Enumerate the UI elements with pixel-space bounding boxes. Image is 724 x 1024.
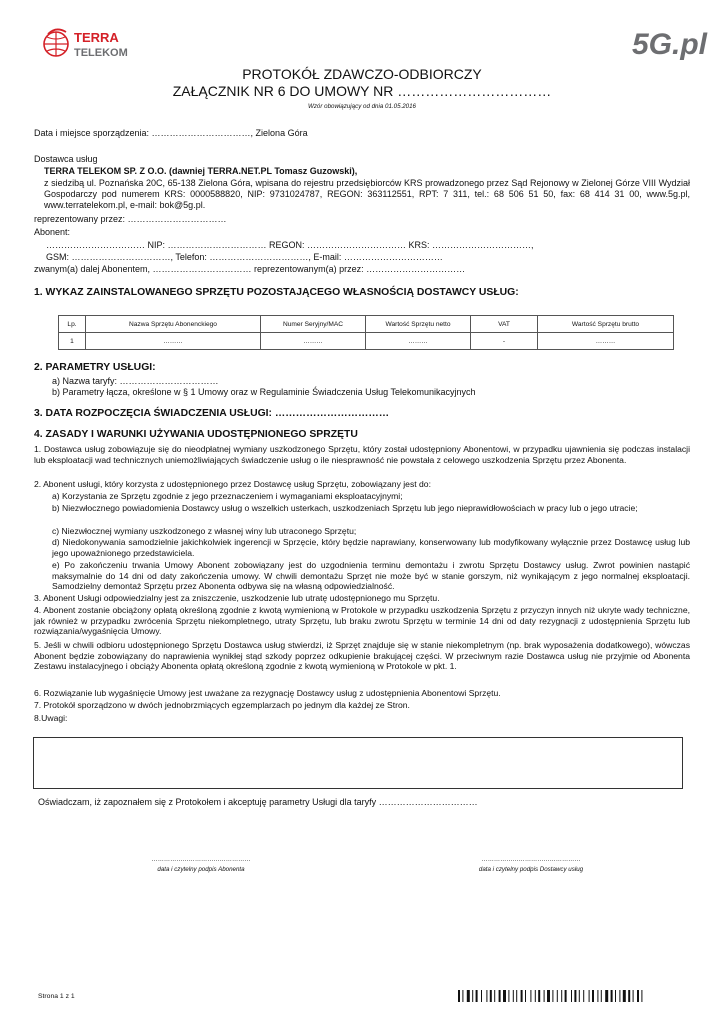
place-date-line: Data i miejsce sporządzenia: ……………………………, Zielona Góra [34,128,308,138]
page-number: Strona 1 z 1 [38,993,75,1000]
subscriber-representative-line: zwanym(a) dalej Abonentem, …………………………… reprezentowanym(a) przez: …………………………… [34,264,466,274]
5g-pl-logo [632,20,708,68]
provider-address: z siedzibą ul. Poznańska 20C, 65-138 Zielona Góra, wpisana do rejestru przedsiębiorców KRS prowadzonego przez Sąd Rejonowy w Zielonej Górze VIII Wydział Gospodarczy pod numerem KRS: 0000588820, NIP: 9731024787, REGON: 363112551, RPT: 7 311, tel.: 68 506 51 50, fax: 68 414 31 00, www.5g.pl, www.terratelekom.pl, e-mail: bok@5g.pl. [44,178,690,210]
declaration-line: Oświadczam, iż zapoznałem się z Protokołem i akceptuję parametry Usługi dla taryfy …………………………… [38,797,478,807]
barcode-bar [637,990,639,1002]
barcode-bar [503,990,506,1002]
col-lp: Lp. [59,316,86,333]
barcode-bar [490,990,492,1002]
barcode-bar [516,990,517,1002]
barcode-bar [574,990,576,1002]
rule-3: 3. Abonent Usługi odpowiedzialny jest za zniszczenie, uszkodzenie lub utratę udostępnionego mu Sprzętu. [34,593,440,603]
barcode-bar [499,990,501,1002]
subscriber-label: Abonent: [34,227,71,237]
section-1-heading: 1. WYKAZ ZAINSTALOWANEGO SPRZĘTU POZOSTAJĄCEGO WŁASNOŚCIĄ DOSTAWCY USŁUG: [34,287,519,298]
section-4-heading: 4. ZASADY I WARUNKI UŻYWANIA UDOSTĘPNIONEGO SPRZĘTU [34,429,358,440]
cell-equipment-name: ……… [86,333,261,350]
barcode-bar [592,990,594,1002]
col-vat: VAT [471,316,538,333]
rule-2c: c) Niezwłocznej wymiany uszkodzonego z własnej winy lub utraconego Sprzętu; [52,526,357,536]
cell-lp: 1 [59,333,86,350]
barcode-bar [611,990,613,1002]
rule-4: 4. Abonent zostanie obciążony opłatą określoną zgodnie z kwotą wymienioną w Protokole w przypadku uszkodzenia Sprzętu z przyczyn innych niż ukryte wady techniczne, jak również w przypadku zwrócenia Sprzętu niekompletnego, utraty Sprzętu, lub braku zwrotu Sprzętu w terminie 14 dni od daty rezygnacji z udostępnienia Sprzętu lub rozwiązania/wygaśnięcia Umowy. [34,605,690,637]
provider-signature-label: data i czytelny podpis Dostawcy usług [478,866,584,873]
globe-icon [44,29,68,56]
notes-field[interactable] [33,737,683,789]
rule-8-notes-label: 8.Uwagi: [34,713,68,723]
barcode-bar [579,990,580,1002]
equipment-table [58,315,674,350]
barcode-bar [521,990,523,1002]
barcode-bar [628,990,630,1002]
barcode-bar [619,990,620,1002]
barcode-bar [571,990,572,1002]
rule-5: 5. Jeśli w chwili odbioru udostępnionego Sprzętu Dostawca usług stwierdzi, iż Sprzęt znajduje się w stanie niekompletnym (np. brak wyposażenia dodatkowego), wówczas Abonent będzie zobowiązany do naprawienia wynikłej stąd szkody poprzez odkupienie brakującej części. W przeciwnym razie Dostawca usług nie przyjmie od Abonenta Zestawu instalacyjnego i obciąży Abonenta opłatą określoną zgodnie z kwotą wymienioną w Protokole w pkt. 1. [34,640,690,672]
barcode-bar [535,990,536,1002]
barcode-bar [561,990,562,1002]
barcode [458,990,688,1002]
subscriber-signature-dots: ………………………………………… [151,856,251,863]
barcode-bar [525,990,526,1002]
rule-1: 1. Dostawca usług zobowiązuje się do nieodpłatnej wymiany uszkodzonego Sprzętu, który został udostępniony Abonentowi, w przypadku ujawnienia się podczas instalacji lub eksploatacji wad technicznych uniemożliwiających świadczenie usług o ile niesprawność nie powstała z celowego uszkodzenia Sprzętu przez Abonenta. [34,444,690,465]
cell-gross-value: ……… [538,333,674,350]
rule-2a: a) Korzystania ze Sprzętu zgodnie z jego przeznaczeniem i wymaganiami eksploatacyjnymi; [52,491,403,501]
template-validity-note: Wzór obowiązujący od dnia 01.05.2016 [307,103,416,110]
barcode-bar [486,990,487,1002]
barcode-bar [589,990,590,1002]
barcode-bar [513,990,514,1002]
5g-logo-text: 5G.pl [632,28,708,61]
rule-2e: e) Po zakończeniu trwania Umowy Abonent zobowiązany jest do uzgodnienia terminu demontażu i zwrotu Sprzętu Dostawcy usług. Zwrot powinien nastąpić maksymalnie do 14 dni od daty zakończenia umowy. W chwili demontażu Sprzęt nie może być w stanie gorszym, niż wynikającym z jego normalnej eksploatacji. Samodzielny demontaż Sprzętu przez Abonenta odbywa się na własną odpowiedzialność. [52,560,690,592]
barcode-bar [623,990,626,1002]
provider-label: Dostawca usług [34,154,98,164]
barcode-bar [467,990,470,1002]
table-header-row [59,316,674,333]
barcode-bar [552,990,553,1002]
document-title: PROTOKÓŁ ZDAWCZO-ODBIORCZY [242,66,482,82]
barcode-bar [508,990,509,1002]
barcode-bar [547,990,550,1002]
barcode-bar [605,990,608,1002]
subscriber-ids-line: …………………………… NIP: …………………………… REGON: …………………………… KRS: ……………………………, [46,240,534,250]
section-3-heading: 3. DATA ROZPOCZĘCIA ŚWIADCZENIA USŁUGI: …………………………… [34,408,390,419]
section-2-heading: 2. PARAMETRY USŁUGI: [34,362,156,373]
rule-2d: d) Niedokonywania samodzielnie jakichkolwiek ingerencji w Sprzęcie, który będzie naprawiany, konserwowany lub modyfikowany wyłącznie przez Dostawcę usług lub jego upoważnionego przedstawiciela. [52,537,690,558]
link-parameters-line: b) Parametry łącza, określone w § 1 Umowy oraz w Regulaminie Świadczenia Usług Telekomunikacyjnych [52,387,476,397]
barcode-bar [544,990,545,1002]
cell-serial: ……… [261,333,366,350]
terra-logo-text: TERRA [74,30,119,45]
barcode-bar [641,990,642,1002]
barcode-bar [494,990,495,1002]
barcode-bar [565,990,567,1002]
barcode-bar [557,990,558,1002]
barcode-bar [601,990,602,1002]
barcode-bar [530,990,531,1002]
terra-telekom-logo [36,22,156,62]
provider-name: TERRA TELEKOM SP. Z O.O. (dawniej TERRA.NET.PL Tomasz Guzowski), [44,166,358,176]
barcode-bar [597,990,598,1002]
barcode-bar [476,990,478,1002]
barcode-bar [472,990,473,1002]
barcode-bar [583,990,584,1002]
col-equipment-name: Nazwa Sprzętu Abonenckiego [86,316,261,333]
tariff-name-line: a) Nazwa taryfy: …………………………… [52,376,219,386]
subscriber-contact-line: GSM: ……………………………, Telefon: ……………………………, E-mail: …………………………… [46,252,443,262]
annex-title: ZAŁĄCZNIK NR 6 DO UMOWY NR …………………………… [172,83,552,99]
barcode-bar [538,990,540,1002]
provider-representative: reprezentowany przez: …………………………… [34,214,227,224]
rule-2: 2. Abonent usługi, który korzysta z udostępnionego przez Dostawcę usług Sprzętu, zobowiązany jest do: [34,479,431,489]
barcode-bar [481,990,482,1002]
cell-vat: - [471,333,538,350]
col-gross-value: Wartość Sprzętu brutto [538,316,674,333]
table-row [59,333,674,350]
barcode-bar [633,990,634,1002]
col-net-value: Wartość Sprzętu netto [366,316,471,333]
telekom-logo-text: TELEKOM [74,47,128,59]
provider-signature-dots: ………………………………………… [481,856,581,863]
barcode-bar [462,990,463,1002]
col-serial: Numer Seryjny/MAC [261,316,366,333]
subscriber-signature-label: data i czytelny podpis Abonenta [157,866,245,873]
rule-6: 6. Rozwiązanie lub wygaśnięcie Umowy jest uważane za rezygnację Dostawcy usług z udostępnienia Abonentowi Sprzętu. [34,688,501,698]
barcode-bar [615,990,616,1002]
cell-net-value: ……… [366,333,471,350]
rule-2b: b) Niezwłocznego powiadomienia Dostawcy usług o wszelkich usterkach, uszkodzeniach Sprzętu lub jego nieprawidłowościach w pracy lub o jego utracie; [52,503,638,513]
barcode-bar [458,990,460,1002]
rule-7: 7. Protokół sporządzono w dwóch jednobrzmiących egzemplarzach po jednym dla każdej ze Stron. [34,700,410,710]
